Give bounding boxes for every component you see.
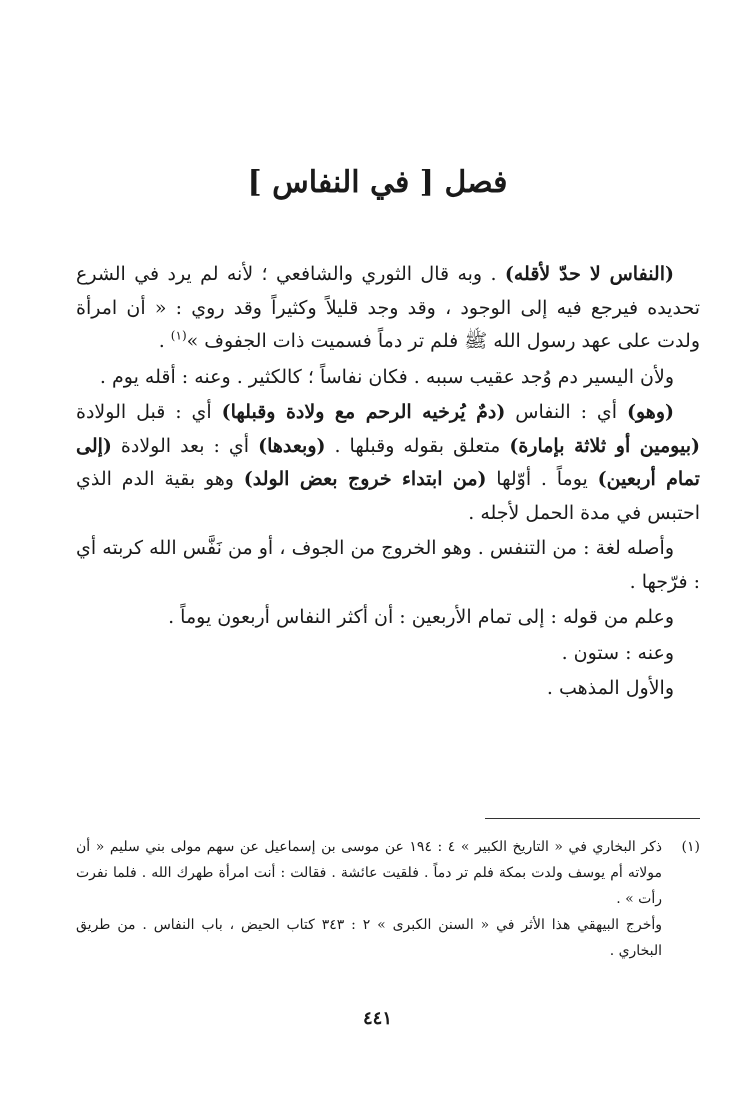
matn-text: (وبعدها)	[258, 434, 326, 457]
sharh-text: أي : النفاس	[505, 401, 627, 423]
chapter-title: فصل [ في النفاس ]	[247, 165, 508, 200]
sharh-text: وهو بقية الدم الذي احتبس في مدة الحمل لأجله .	[76, 468, 700, 524]
main-text	[76, 258, 700, 708]
matn-text: (إلى تمام أربعين)	[76, 434, 700, 490]
sharh-text: متعلق بقوله وقبلها .	[325, 434, 510, 457]
paragraph-1	[76, 258, 700, 359]
sharh-text: يوماً . أوّلها	[486, 468, 598, 490]
footnote-number: (١)	[681, 839, 700, 855]
matn-text: (النفاس لا حدّ لأقله)	[504, 263, 674, 285]
footnote-divider	[485, 818, 700, 819]
paragraph-2: ولأن اليسير دم وُجد عقيب سببه . فكان نفاساً ؛ كالكثير . وعنه : أقله يوم .	[99, 365, 674, 388]
matn-text: (من ابتداء خروج بعض الولد)	[243, 468, 487, 490]
sharh-text: أي : بعد الولادة	[111, 434, 259, 457]
page-number: ٤٤١	[362, 1008, 392, 1029]
matn-text: (دمٌ يُرخيه الرحم مع ولادة وقبلها)	[221, 401, 506, 423]
paragraph-3	[76, 396, 700, 530]
paragraph-4: وأصله لغة : من التنفس . وهو الخروج من الجوف ، أو من نَفَّس الله كربته أي : فرّجها .	[76, 537, 700, 593]
matn-text: (بيومين أو ثلاثة بإمارة)	[509, 434, 701, 457]
footnotes-section	[76, 834, 700, 964]
footnote-text: ذكر البخاري في « التاريخ الكبير » ٤ : ١٩٤ عن موسى بن إسماعيل عن سهم مولى بني سليم « أن مولاته أم يوسف ولدت بمكة فلم تر دماً . فلقيت عائشة . فقالت : أنت امرأة طهرك الله . فلما نفرت رأت » .	[76, 839, 662, 907]
sharh-text: .	[158, 330, 171, 352]
paragraph-7: والأول المذهب .	[546, 677, 674, 699]
matn-text: (وهو)	[627, 401, 674, 423]
sharh-text: أي : قبل الولادة	[76, 401, 222, 423]
footnote-1	[76, 834, 700, 912]
paragraph-6: وعنه : ستون .	[561, 641, 674, 664]
footnote-reference[interactable]: (١)	[170, 328, 187, 343]
sharh-text: . وبه قال الثوري والشافعي ؛ لأنه لم يرد في الشرع تحديده فيرجع فيه إلى الوجود ، وقد وجد قليلاً وكثيراً وقد روي : « أن امرأة ولدت على عهد رسول الله ﷺ فلم تر دماً فسميت ذات الجفوف »	[76, 263, 700, 352]
footnote-1-continuation: وأخرج البيهقي هذا الأثر في « السنن الكبرى » ٢ : ٣٤٣ كتاب الحيض ، باب النفاس . من طريق البخاري .	[76, 917, 662, 959]
paragraph-5: وعلم من قوله : إلى تمام الأربعين : أن أكثر النفاس أربعون يوماً .	[168, 606, 674, 628]
